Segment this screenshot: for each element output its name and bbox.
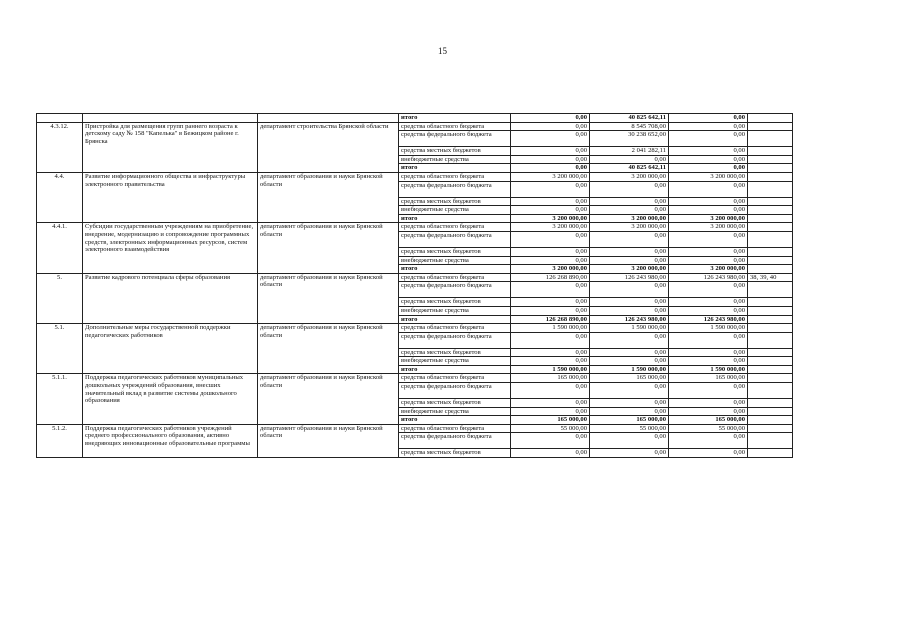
cell-value-2: 165 000,00 [590,374,669,383]
cell-value-1: 1 590 000,00 [511,324,590,333]
cell-note [748,131,793,147]
cell-value-3: 0,00 [669,164,748,173]
cell-note [748,282,793,298]
cell-note [748,206,793,215]
cell-executor: департамент образования и науки Брянской области [258,172,399,222]
cell-value-1: 3 200 000,00 [511,214,590,223]
cell-source: средства федерального бюджета [399,181,511,197]
cell-value-1: 0,00 [511,256,590,265]
cell-note [748,265,793,274]
cell-executor: департамент строительства Брянской области [258,122,399,172]
cell-value-2: 0,00 [590,306,669,315]
cell-note [748,433,793,449]
cell-executor: департамент образования и науки Брянской области [258,424,399,457]
cell-note [748,383,793,399]
cell-value-3: 0,00 [669,399,748,408]
page-number: 15 [438,46,447,56]
cell-executor: департамент образования и науки Брянской области [258,324,399,374]
cell-name: Развитие кадрового потенциала сферы образования [83,273,258,323]
cell-note [748,155,793,164]
cell-value-3: 0,00 [669,181,748,197]
cell-source: внебюджетные средства [399,155,511,164]
cell-value-2: 55 000,00 [590,424,669,433]
cell-value-3: 3 200 000,00 [669,214,748,223]
cell-code [37,114,83,123]
cell-value-3: 55 000,00 [669,424,748,433]
cell-value-1: 1 590 000,00 [511,365,590,374]
cell-code: 4.4. [37,172,83,222]
cell-code: 5.1. [37,324,83,374]
cell-source: средства областного бюджета [399,273,511,282]
cell-note [748,306,793,315]
cell-value-1: 0,00 [511,114,590,123]
cell-source: средства областного бюджета [399,172,511,181]
cell-source: внебюджетные средства [399,256,511,265]
cell-value-3: 0,00 [669,147,748,156]
table-row [37,172,793,181]
cell-note [748,416,793,425]
cell-value-1: 3 200 000,00 [511,265,590,274]
cell-note [748,424,793,433]
cell-value-1: 0,00 [511,332,590,348]
cell-value-1: 165 000,00 [511,416,590,425]
cell-note [748,181,793,197]
cell-value-1: 0,00 [511,164,590,173]
cell-value-2: 126 243 980,00 [590,273,669,282]
cell-value-1: 126 268 890,00 [511,273,590,282]
cell-value-2: 40 825 642,11 [590,164,669,173]
cell-value-3: 3 200 000,00 [669,265,748,274]
cell-source: средства местных бюджетов [399,197,511,206]
table-row [37,273,793,282]
cell-note [748,256,793,265]
cell-value-1: 0,00 [511,131,590,147]
cell-value-1: 0,00 [511,449,590,458]
cell-value-2: 0,00 [590,399,669,408]
cell-value-2: 3 200 000,00 [590,172,669,181]
cell-value-2: 0,00 [590,247,669,256]
cell-note: 38, 39, 40 [748,273,793,282]
cell-note [748,214,793,223]
cell-value-1: 126 268 890,00 [511,315,590,324]
cell-value-2: 0,00 [590,197,669,206]
cell-value-1: 3 200 000,00 [511,172,590,181]
cell-note [748,247,793,256]
cell-source: итого [399,416,511,425]
cell-value-1: 0,00 [511,197,590,206]
cell-value-1: 165 000,00 [511,374,590,383]
cell-code: 5. [37,273,83,323]
cell-value-2: 0,00 [590,256,669,265]
cell-value-3: 0,00 [669,114,748,123]
cell-executor [258,114,399,123]
cell-source: внебюджетные средства [399,357,511,366]
cell-source: внебюджетные средства [399,306,511,315]
cell-note [748,449,793,458]
cell-value-1: 3 200 000,00 [511,223,590,232]
cell-value-3: 165 000,00 [669,416,748,425]
cell-executor: департамент образования и науки Брянской области [258,223,399,273]
cell-source: средства областного бюджета [399,374,511,383]
cell-source: средства местных бюджетов [399,399,511,408]
cell-value-3: 0,00 [669,122,748,131]
cell-note [748,197,793,206]
cell-source: средства федерального бюджета [399,433,511,449]
cell-source: средства федерального бюджета [399,383,511,399]
cell-value-1: 55 000,00 [511,424,590,433]
cell-value-1: 0,00 [511,433,590,449]
cell-note [748,324,793,333]
cell-value-3: 126 243 980,00 [669,273,748,282]
cell-value-2: 0,00 [590,348,669,357]
cell-value-3: 0,00 [669,383,748,399]
cell-source: средства местных бюджетов [399,147,511,156]
cell-value-2: 3 200 000,00 [590,223,669,232]
total-row [37,114,793,123]
cell-value-1: 0,00 [511,206,590,215]
table-row [37,424,793,433]
cell-value-2: 126 243 980,00 [590,315,669,324]
cell-value-1: 0,00 [511,181,590,197]
cell-source: итого [399,114,511,123]
cell-value-1: 0,00 [511,383,590,399]
cell-value-3: 0,00 [669,433,748,449]
cell-name [83,114,258,123]
cell-note [748,357,793,366]
cell-name: Дополнительные меры государственной поддержки педагогических работников [83,324,258,374]
table-row [37,324,793,333]
cell-value-2: 8 545 708,00 [590,122,669,131]
cell-value-1: 0,00 [511,147,590,156]
cell-note [748,407,793,416]
table-row [37,122,793,131]
cell-source: средства областного бюджета [399,223,511,232]
cell-source: средства федерального бюджета [399,131,511,147]
cell-code: 4.4.1. [37,223,83,273]
cell-note [748,298,793,307]
cell-value-1: 0,00 [511,298,590,307]
cell-value-2: 40 825 642,11 [590,114,669,123]
cell-source: средства областного бюджета [399,324,511,333]
cell-value-1: 0,00 [511,122,590,131]
cell-value-3: 0,00 [669,197,748,206]
cell-note [748,147,793,156]
cell-value-1: 0,00 [511,348,590,357]
cell-code: 5.1.1. [37,374,83,424]
cell-value-2: 30 238 652,00 [590,131,669,147]
cell-value-3: 0,00 [669,155,748,164]
cell-source: средства федерального бюджета [399,231,511,247]
cell-note [748,172,793,181]
cell-value-2: 0,00 [590,332,669,348]
budget-table-body [37,114,793,458]
budget-table [36,113,793,458]
cell-value-3: 0,00 [669,357,748,366]
cell-value-3: 1 590 000,00 [669,324,748,333]
cell-source: средства федерального бюджета [399,282,511,298]
cell-value-2: 1 590 000,00 [590,365,669,374]
cell-value-3: 0,00 [669,407,748,416]
cell-name: Пристройка для размещения групп раннего возраста к детскому саду № 158 "Капелька" в Бежицком районе г. Брянска [83,122,258,172]
cell-value-3: 0,00 [669,206,748,215]
cell-source: средства федерального бюджета [399,332,511,348]
cell-source: итого [399,365,511,374]
cell-value-3: 0,00 [669,231,748,247]
cell-value-3: 0,00 [669,449,748,458]
cell-value-1: 0,00 [511,155,590,164]
cell-code: 5.1.2. [37,424,83,457]
cell-value-2: 3 200 000,00 [590,265,669,274]
cell-source: средства местных бюджетов [399,247,511,256]
cell-value-1: 0,00 [511,306,590,315]
cell-value-3: 0,00 [669,332,748,348]
cell-note [748,365,793,374]
cell-note [748,223,793,232]
cell-value-3: 3 200 000,00 [669,223,748,232]
cell-name: Субсидии государственным учреждениям на приобретение, внедрение, модернизацию и сопровождение программных средств, электронных информационных ресурсов, систем электронного взаимодействия [83,223,258,273]
cell-value-3: 126 243 980,00 [669,315,748,324]
cell-value-1: 0,00 [511,231,590,247]
cell-value-1: 0,00 [511,407,590,416]
cell-note [748,164,793,173]
cell-source: средства местных бюджетов [399,449,511,458]
cell-value-2: 0,00 [590,155,669,164]
cell-source: средства областного бюджета [399,122,511,131]
cell-value-2: 0,00 [590,231,669,247]
cell-note [748,114,793,123]
cell-value-1: 0,00 [511,399,590,408]
cell-value-3: 0,00 [669,298,748,307]
cell-value-2: 0,00 [590,298,669,307]
cell-value-3: 165 000,00 [669,374,748,383]
cell-source: внебюджетные средства [399,206,511,215]
cell-name: Развитие информационного общества и инфраструктуры электронного правительства [83,172,258,222]
cell-source: итого [399,315,511,324]
cell-value-3: 0,00 [669,282,748,298]
cell-value-2: 0,00 [590,206,669,215]
cell-value-2: 0,00 [590,449,669,458]
cell-value-3: 0,00 [669,256,748,265]
cell-value-2: 0,00 [590,282,669,298]
cell-value-3: 0,00 [669,131,748,147]
cell-source: итого [399,265,511,274]
cell-note [748,348,793,357]
cell-source: средства местных бюджетов [399,298,511,307]
table-row [37,374,793,383]
cell-value-3: 0,00 [669,247,748,256]
table-row [37,223,793,232]
cell-value-2: 0,00 [590,181,669,197]
cell-note [748,122,793,131]
cell-note [748,374,793,383]
cell-source: итого [399,164,511,173]
cell-value-2: 165 000,00 [590,416,669,425]
cell-value-2: 3 200 000,00 [590,214,669,223]
cell-note [748,332,793,348]
cell-value-3: 1 590 000,00 [669,365,748,374]
cell-value-2: 1 590 000,00 [590,324,669,333]
cell-source: средства областного бюджета [399,424,511,433]
cell-source: внебюджетные средства [399,407,511,416]
cell-note [748,231,793,247]
cell-value-3: 0,00 [669,306,748,315]
cell-executor: департамент образования и науки Брянской области [258,374,399,424]
cell-code: 4.3.12. [37,122,83,172]
cell-value-2: 0,00 [590,433,669,449]
cell-value-1: 0,00 [511,357,590,366]
cell-value-2: 0,00 [590,383,669,399]
cell-name: Поддержка педагогических работников муниципальных дошкольных учреждений образования, внесших значительный вклад в развитие системы дошкольного образования [83,374,258,424]
cell-value-3: 0,00 [669,348,748,357]
cell-name: Поддержка педагогических работников учреждений среднего профессионального образования, активно внедряющих инновационные образовательные программы [83,424,258,457]
cell-source: средства местных бюджетов [399,348,511,357]
cell-value-2: 0,00 [590,357,669,366]
cell-value-2: 2 041 282,11 [590,147,669,156]
cell-value-1: 0,00 [511,282,590,298]
cell-source: итого [399,214,511,223]
cell-note [748,315,793,324]
cell-executor: департамент образования и науки Брянской области [258,273,399,323]
cell-note [748,399,793,408]
cell-value-1: 0,00 [511,247,590,256]
cell-value-2: 0,00 [590,407,669,416]
cell-value-3: 3 200 000,00 [669,172,748,181]
